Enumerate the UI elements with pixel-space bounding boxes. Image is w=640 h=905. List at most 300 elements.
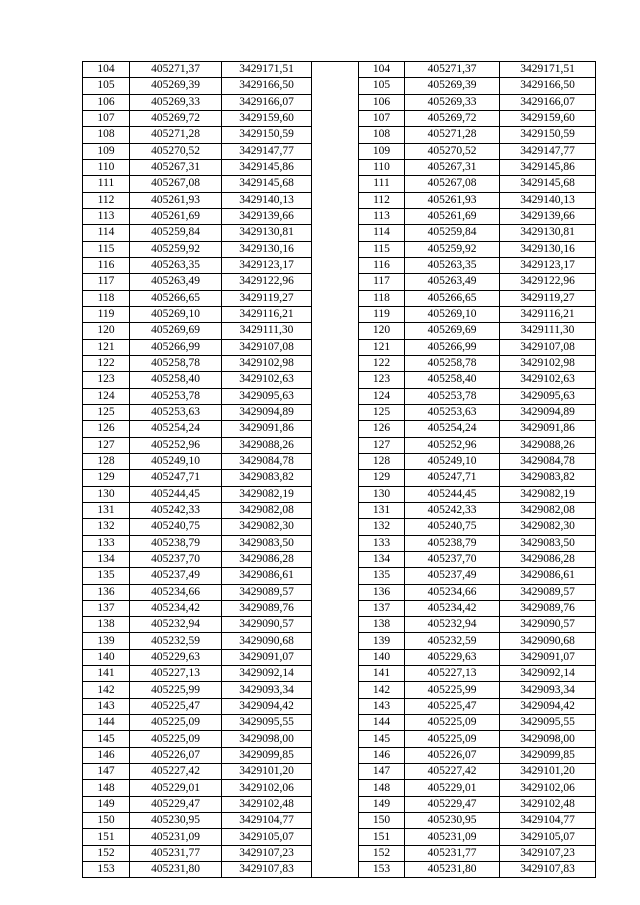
column-gap [312,127,359,143]
column-gap [312,208,359,224]
column-gap [312,355,359,371]
table-row [83,796,596,812]
right-point-number-cell: 108 [359,127,405,143]
right-x-coordinate-cell: 405253,78 [405,388,500,404]
left-y-coordinate-cell: 3429082,19 [222,486,312,502]
right-y-coordinate-cell: 3429102,63 [500,372,596,388]
right-point-number-cell: 119 [359,306,405,322]
right-y-coordinate-cell: 3429089,57 [500,584,596,600]
left-point-number-cell: 121 [83,339,130,355]
column-gap [312,731,359,747]
column-gap [312,649,359,665]
right-point-number-cell: 106 [359,94,405,110]
left-point-number-cell: 140 [83,649,130,665]
left-y-coordinate-cell: 3429107,23 [222,845,312,861]
table-row [83,617,596,633]
right-y-coordinate-cell: 3429107,08 [500,339,596,355]
right-x-coordinate-cell: 405258,40 [405,372,500,388]
table-row [83,829,596,845]
right-y-coordinate-cell: 3429082,30 [500,519,596,535]
left-x-coordinate-cell: 405269,10 [130,306,222,322]
left-point-number-cell: 141 [83,666,130,682]
right-x-coordinate-cell: 405266,99 [405,339,500,355]
right-y-coordinate-cell: 3429145,86 [500,159,596,175]
right-point-number-cell: 131 [359,502,405,518]
right-y-coordinate-cell: 3429084,78 [500,453,596,469]
left-y-coordinate-cell: 3429123,17 [222,257,312,273]
right-point-number-cell: 141 [359,666,405,682]
left-x-coordinate-cell: 405232,59 [130,633,222,649]
right-point-number-cell: 135 [359,568,405,584]
right-x-coordinate-cell: 405230,95 [405,813,500,829]
right-point-number-cell: 104 [359,62,405,78]
table-row [83,731,596,747]
table-row [83,715,596,731]
right-x-coordinate-cell: 405234,42 [405,600,500,616]
right-point-number-cell: 142 [359,682,405,698]
right-x-coordinate-cell: 405269,72 [405,110,500,126]
right-x-coordinate-cell: 405225,09 [405,715,500,731]
right-x-coordinate-cell: 405263,49 [405,274,500,290]
left-x-coordinate-cell: 405263,49 [130,274,222,290]
left-point-number-cell: 149 [83,796,130,812]
right-y-coordinate-cell: 3429093,34 [500,682,596,698]
right-x-coordinate-cell: 405249,10 [405,453,500,469]
right-x-coordinate-cell: 405231,77 [405,845,500,861]
right-point-number-cell: 144 [359,715,405,731]
right-y-coordinate-cell: 3429150,59 [500,127,596,143]
left-point-number-cell: 123 [83,372,130,388]
left-y-coordinate-cell: 3429119,27 [222,290,312,306]
right-point-number-cell: 111 [359,176,405,192]
left-y-coordinate-cell: 3429145,68 [222,176,312,192]
left-point-number-cell: 116 [83,257,130,273]
table-row [83,845,596,861]
left-y-coordinate-cell: 3429159,60 [222,110,312,126]
table-row [83,470,596,486]
right-y-coordinate-cell: 3429088,26 [500,437,596,453]
right-point-number-cell: 152 [359,845,405,861]
left-point-number-cell: 137 [83,600,130,616]
left-point-number-cell: 119 [83,306,130,322]
left-y-coordinate-cell: 3429095,63 [222,388,312,404]
left-x-coordinate-cell: 405225,47 [130,698,222,714]
right-x-coordinate-cell: 405266,65 [405,290,500,306]
table-row [83,241,596,257]
left-point-number-cell: 130 [83,486,130,502]
left-point-number-cell: 120 [83,323,130,339]
right-x-coordinate-cell: 405252,96 [405,437,500,453]
right-x-coordinate-cell: 405259,92 [405,241,500,257]
right-x-coordinate-cell: 405269,39 [405,78,500,94]
right-point-number-cell: 149 [359,796,405,812]
column-gap [312,747,359,763]
left-y-coordinate-cell: 3429095,55 [222,715,312,731]
column-gap [312,796,359,812]
table-row [83,372,596,388]
column-gap [312,698,359,714]
table-row [83,453,596,469]
table-row [83,437,596,453]
left-y-coordinate-cell: 3429099,85 [222,747,312,763]
column-gap [312,862,359,878]
left-x-coordinate-cell: 405259,92 [130,241,222,257]
right-point-number-cell: 110 [359,159,405,175]
left-point-number-cell: 129 [83,470,130,486]
right-point-number-cell: 113 [359,208,405,224]
right-point-number-cell: 124 [359,388,405,404]
right-point-number-cell: 147 [359,764,405,780]
left-point-number-cell: 136 [83,584,130,600]
right-x-coordinate-cell: 405261,69 [405,208,500,224]
right-point-number-cell: 153 [359,862,405,878]
table-row [83,600,596,616]
left-point-number-cell: 135 [83,568,130,584]
left-point-number-cell: 117 [83,274,130,290]
right-point-number-cell: 122 [359,355,405,371]
left-point-number-cell: 127 [83,437,130,453]
left-y-coordinate-cell: 3429102,48 [222,796,312,812]
right-point-number-cell: 136 [359,584,405,600]
left-y-coordinate-cell: 3429107,08 [222,339,312,355]
left-x-coordinate-cell: 405269,69 [130,323,222,339]
table-row [83,862,596,878]
right-x-coordinate-cell: 405254,24 [405,421,500,437]
column-gap [312,519,359,535]
table-row [83,519,596,535]
table-row [83,78,596,94]
left-y-coordinate-cell: 3429098,00 [222,731,312,747]
left-y-coordinate-cell: 3429086,28 [222,551,312,567]
right-x-coordinate-cell: 405225,99 [405,682,500,698]
right-x-coordinate-cell: 405227,42 [405,764,500,780]
left-point-number-cell: 104 [83,62,130,78]
column-gap [312,143,359,159]
left-point-number-cell: 122 [83,355,130,371]
right-x-coordinate-cell: 405225,47 [405,698,500,714]
left-y-coordinate-cell: 3429092,14 [222,666,312,682]
left-point-number-cell: 148 [83,780,130,796]
right-y-coordinate-cell: 3429122,96 [500,274,596,290]
left-x-coordinate-cell: 405253,63 [130,404,222,420]
right-point-number-cell: 117 [359,274,405,290]
left-y-coordinate-cell: 3429130,16 [222,241,312,257]
left-y-coordinate-cell: 3429171,51 [222,62,312,78]
left-x-coordinate-cell: 405263,35 [130,257,222,273]
table-row [83,747,596,763]
left-x-coordinate-cell: 405227,13 [130,666,222,682]
left-x-coordinate-cell: 405270,52 [130,143,222,159]
right-y-coordinate-cell: 3429099,85 [500,747,596,763]
table-row [83,355,596,371]
column-gap [312,159,359,175]
column-gap [312,339,359,355]
left-y-coordinate-cell: 3429089,57 [222,584,312,600]
right-x-coordinate-cell: 405267,31 [405,159,500,175]
left-point-number-cell: 131 [83,502,130,518]
column-gap [312,470,359,486]
right-x-coordinate-cell: 405258,78 [405,355,500,371]
right-x-coordinate-cell: 405269,69 [405,323,500,339]
left-x-coordinate-cell: 405237,70 [130,551,222,567]
right-point-number-cell: 120 [359,323,405,339]
table-row [83,176,596,192]
left-point-number-cell: 113 [83,208,130,224]
table-row [83,780,596,796]
column-gap [312,633,359,649]
column-gap [312,715,359,731]
left-x-coordinate-cell: 405232,94 [130,617,222,633]
right-y-coordinate-cell: 3429092,14 [500,666,596,682]
left-y-coordinate-cell: 3429083,50 [222,535,312,551]
right-x-coordinate-cell: 405269,10 [405,306,500,322]
left-x-coordinate-cell: 405253,78 [130,388,222,404]
table-row [83,62,596,78]
right-y-coordinate-cell: 3429102,06 [500,780,596,796]
right-y-coordinate-cell: 3429091,07 [500,649,596,665]
right-point-number-cell: 109 [359,143,405,159]
column-gap [312,176,359,192]
right-y-coordinate-cell: 3429094,42 [500,698,596,714]
column-gap [312,780,359,796]
left-x-coordinate-cell: 405231,09 [130,829,222,845]
left-y-coordinate-cell: 3429091,86 [222,421,312,437]
left-x-coordinate-cell: 405269,72 [130,110,222,126]
column-gap [312,568,359,584]
left-y-coordinate-cell: 3429102,98 [222,355,312,371]
table-row [83,388,596,404]
right-point-number-cell: 133 [359,535,405,551]
table-row [83,290,596,306]
table-row [83,421,596,437]
column-gap [312,600,359,616]
table-row [83,339,596,355]
left-x-coordinate-cell: 405261,93 [130,192,222,208]
column-gap [312,388,359,404]
left-point-number-cell: 150 [83,813,130,829]
left-x-coordinate-cell: 405229,63 [130,649,222,665]
right-x-coordinate-cell: 405271,28 [405,127,500,143]
column-gap [312,62,359,78]
right-y-coordinate-cell: 3429139,66 [500,208,596,224]
left-point-number-cell: 107 [83,110,130,126]
left-x-coordinate-cell: 405231,77 [130,845,222,861]
right-x-coordinate-cell: 405242,33 [405,502,500,518]
column-gap [312,829,359,845]
right-x-coordinate-cell: 405270,52 [405,143,500,159]
right-y-coordinate-cell: 3429171,51 [500,62,596,78]
table-row [83,551,596,567]
column-gap [312,78,359,94]
table-row [83,225,596,241]
right-point-number-cell: 146 [359,747,405,763]
right-x-coordinate-cell: 405231,80 [405,862,500,878]
left-y-coordinate-cell: 3429166,50 [222,78,312,94]
left-x-coordinate-cell: 405261,69 [130,208,222,224]
right-x-coordinate-cell: 405237,49 [405,568,500,584]
left-y-coordinate-cell: 3429139,66 [222,208,312,224]
left-point-number-cell: 145 [83,731,130,747]
column-gap [312,192,359,208]
left-x-coordinate-cell: 405258,78 [130,355,222,371]
right-y-coordinate-cell: 3429098,00 [500,731,596,747]
right-y-coordinate-cell: 3429090,57 [500,617,596,633]
left-x-coordinate-cell: 405266,65 [130,290,222,306]
column-gap [312,535,359,551]
left-point-number-cell: 152 [83,845,130,861]
left-y-coordinate-cell: 3429104,77 [222,813,312,829]
left-y-coordinate-cell: 3429150,59 [222,127,312,143]
right-y-coordinate-cell: 3429130,81 [500,225,596,241]
right-y-coordinate-cell: 3429083,82 [500,470,596,486]
right-point-number-cell: 145 [359,731,405,747]
left-x-coordinate-cell: 405244,45 [130,486,222,502]
left-x-coordinate-cell: 405234,66 [130,584,222,600]
right-point-number-cell: 121 [359,339,405,355]
table-row [83,208,596,224]
left-y-coordinate-cell: 3429083,82 [222,470,312,486]
column-gap [312,437,359,453]
right-x-coordinate-cell: 405267,08 [405,176,500,192]
right-x-coordinate-cell: 405225,09 [405,731,500,747]
column-gap [312,306,359,322]
column-gap [312,290,359,306]
right-point-number-cell: 134 [359,551,405,567]
table-row [83,698,596,714]
table-row [83,502,596,518]
left-point-number-cell: 143 [83,698,130,714]
left-y-coordinate-cell: 3429084,78 [222,453,312,469]
left-y-coordinate-cell: 3429094,42 [222,698,312,714]
column-gap [312,94,359,110]
table-row [83,274,596,290]
table-row [83,110,596,126]
right-point-number-cell: 112 [359,192,405,208]
table-row [83,127,596,143]
left-point-number-cell: 118 [83,290,130,306]
column-gap [312,584,359,600]
right-y-coordinate-cell: 3429147,77 [500,143,596,159]
left-point-number-cell: 142 [83,682,130,698]
left-point-number-cell: 132 [83,519,130,535]
left-x-coordinate-cell: 405225,99 [130,682,222,698]
table-row [83,323,596,339]
right-y-coordinate-cell: 3429145,68 [500,176,596,192]
left-x-coordinate-cell: 405229,01 [130,780,222,796]
table-row [83,486,596,502]
column-gap [312,372,359,388]
column-gap [312,551,359,567]
right-point-number-cell: 115 [359,241,405,257]
table-row [83,306,596,322]
right-x-coordinate-cell: 405244,45 [405,486,500,502]
table-row [83,404,596,420]
left-y-coordinate-cell: 3429090,57 [222,617,312,633]
left-point-number-cell: 108 [83,127,130,143]
left-y-coordinate-cell: 3429082,30 [222,519,312,535]
right-x-coordinate-cell: 405232,94 [405,617,500,633]
left-x-coordinate-cell: 405258,40 [130,372,222,388]
column-gap [312,323,359,339]
right-x-coordinate-cell: 405247,71 [405,470,500,486]
right-y-coordinate-cell: 3429094,89 [500,404,596,420]
left-y-coordinate-cell: 3429101,20 [222,764,312,780]
right-y-coordinate-cell: 3429095,55 [500,715,596,731]
table-row [83,143,596,159]
right-y-coordinate-cell: 3429111,30 [500,323,596,339]
right-y-coordinate-cell: 3429102,98 [500,355,596,371]
left-x-coordinate-cell: 405230,95 [130,813,222,829]
right-y-coordinate-cell: 3429089,76 [500,600,596,616]
left-y-coordinate-cell: 3429166,07 [222,94,312,110]
column-gap [312,241,359,257]
column-gap [312,225,359,241]
left-y-coordinate-cell: 3429090,68 [222,633,312,649]
left-point-number-cell: 111 [83,176,130,192]
right-point-number-cell: 125 [359,404,405,420]
left-x-coordinate-cell: 405225,09 [130,731,222,747]
left-x-coordinate-cell: 405269,39 [130,78,222,94]
coordinates-table [82,61,596,878]
left-point-number-cell: 153 [83,862,130,878]
left-y-coordinate-cell: 3429147,77 [222,143,312,159]
right-x-coordinate-cell: 405237,70 [405,551,500,567]
column-gap [312,845,359,861]
left-y-coordinate-cell: 3429094,89 [222,404,312,420]
right-y-coordinate-cell: 3429166,07 [500,94,596,110]
left-x-coordinate-cell: 405237,49 [130,568,222,584]
right-y-coordinate-cell: 3429082,08 [500,502,596,518]
left-x-coordinate-cell: 405227,42 [130,764,222,780]
right-y-coordinate-cell: 3429105,07 [500,829,596,845]
right-y-coordinate-cell: 3429095,63 [500,388,596,404]
column-gap [312,486,359,502]
left-x-coordinate-cell: 405254,24 [130,421,222,437]
left-x-coordinate-cell: 405252,96 [130,437,222,453]
right-y-coordinate-cell: 3429082,19 [500,486,596,502]
left-y-coordinate-cell: 3429145,86 [222,159,312,175]
column-gap [312,682,359,698]
right-y-coordinate-cell: 3429083,50 [500,535,596,551]
left-point-number-cell: 114 [83,225,130,241]
column-gap [312,110,359,126]
left-x-coordinate-cell: 405266,99 [130,339,222,355]
left-x-coordinate-cell: 405267,08 [130,176,222,192]
right-y-coordinate-cell: 3429107,83 [500,862,596,878]
column-gap [312,404,359,420]
table-row [83,584,596,600]
left-x-coordinate-cell: 405259,84 [130,225,222,241]
table-row [83,94,596,110]
left-x-coordinate-cell: 405242,33 [130,502,222,518]
right-point-number-cell: 126 [359,421,405,437]
column-gap [312,274,359,290]
table-row [83,192,596,208]
right-point-number-cell: 123 [359,372,405,388]
right-y-coordinate-cell: 3429123,17 [500,257,596,273]
left-y-coordinate-cell: 3429093,34 [222,682,312,698]
left-x-coordinate-cell: 405231,80 [130,862,222,878]
left-y-coordinate-cell: 3429105,07 [222,829,312,845]
right-point-number-cell: 137 [359,600,405,616]
right-point-number-cell: 150 [359,813,405,829]
right-point-number-cell: 140 [359,649,405,665]
right-x-coordinate-cell: 405240,75 [405,519,500,535]
left-point-number-cell: 133 [83,535,130,551]
right-point-number-cell: 128 [359,453,405,469]
right-y-coordinate-cell: 3429101,20 [500,764,596,780]
right-x-coordinate-cell: 405238,79 [405,535,500,551]
